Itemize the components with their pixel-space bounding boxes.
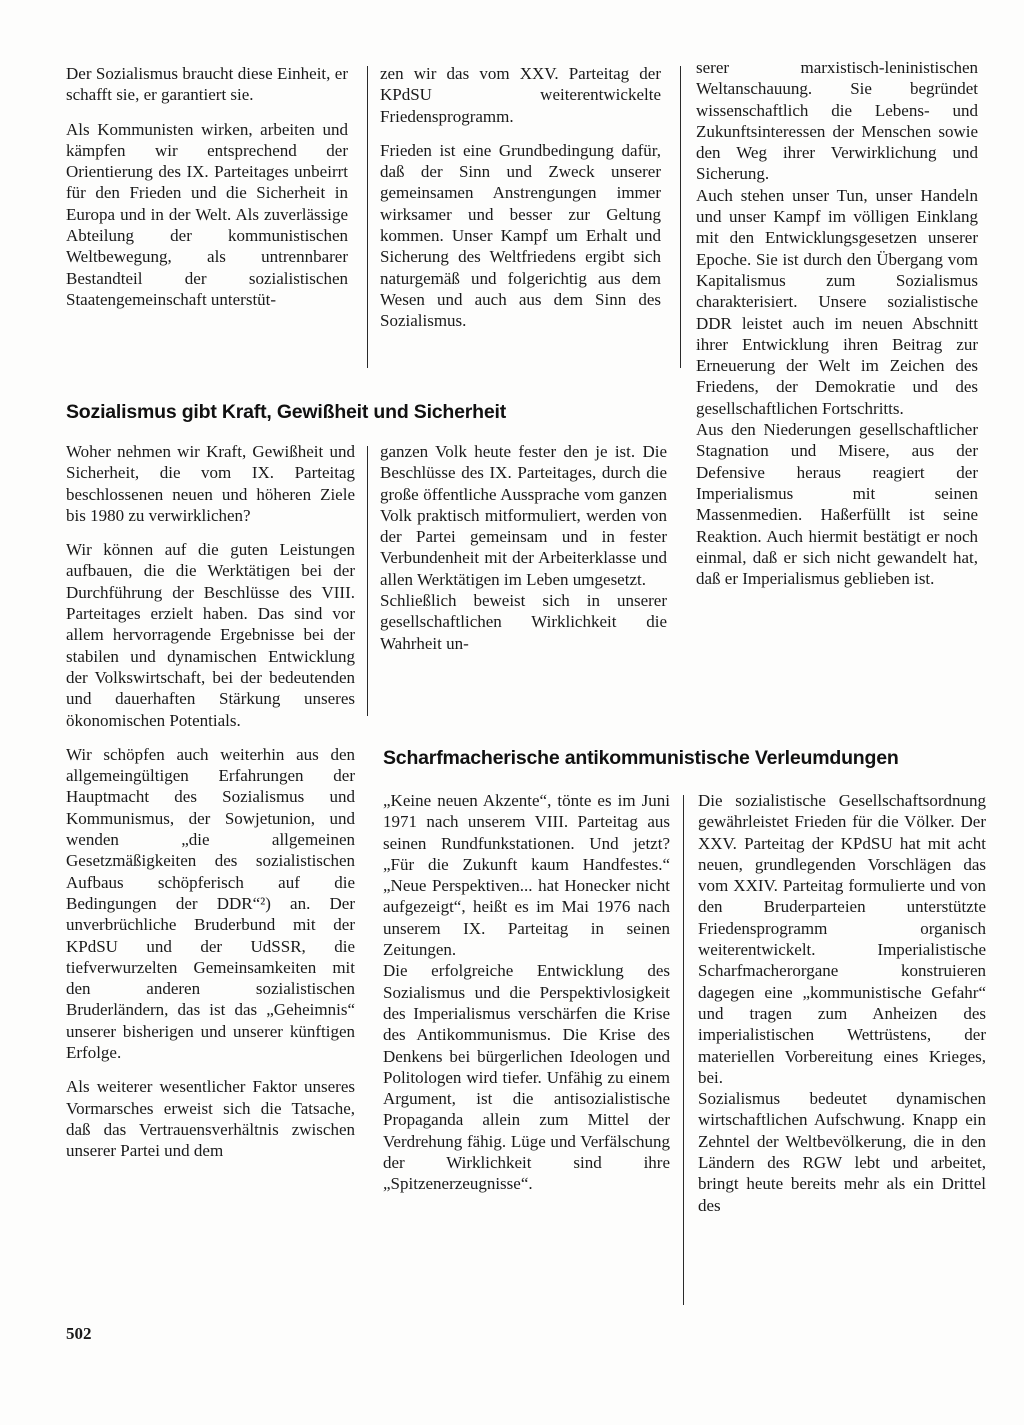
page-number: 502 — [66, 1324, 92, 1343]
column-divider — [683, 795, 684, 1305]
paragraph: Wir schöpfen auch weiterhin aus den allgemeingültigen Erfahrungen der Hauptmacht des Sozialismus und Kommunismus, der Sowjetunion, und wenden „die allgemeinen Gesetzmäßigkeiten des sozialistischen Aufbaus schöpferisch auf die Bedingungen der DDR“²) an. Der unverbrüchliche Bruderbund mit der KPdSU und der UdSSR, die tiefverwurzelten Gemeinsamkeiten mit den anderen sozialistischen Bruderländern, das ist das „Geheimnis“ unserer bisherigen und unserer künftigen Erfolge. — [66, 744, 355, 1063]
s2-col1-text — [66, 441, 355, 1162]
paragraph: Sozialismus bedeutet dynamischen wirtschaftlichen Aufschwung. Knapp ein Zehntel der Weltbevölkerung, die in den Ländern des RGW lebt und arbeitet, bringt heute bereits mehr als ein Drittel des — [698, 1089, 986, 1215]
paragraph: Der Sozialismus braucht diese Einheit, er schafft sie, er garantiert sie. — [66, 64, 348, 105]
paragraph: Die sozialistische Gesellschaftsordnung gewährleistet Frieden für die Völker. Der XXV. Parteitag der KPdSU hat mit acht neuen, grundlegenden Vorschlägen das vom XXIV. Parteitag formulierte und von den Bruderparteien unterstützte Friedensprogramm organisch weiterentwickelt. Imperialistische Scharfmacherorgane konstruieren dagegen eine „kommunistische Gefahr“ und tragen zum Anheizen des imperialistischen Wettrüstens, der materiellen Vorbereitung eines Krieges, bei. — [698, 791, 986, 1087]
column-divider — [680, 66, 681, 368]
paragraph: Als weiterer wesentlicher Faktor unseres Vormarsches erweist sich die Tatsache, daß das Vertrauensverhältnis zwischen unserer Partei und dem — [66, 1077, 355, 1161]
section-heading: Scharfmacherische antikommunistische Verleumdungen — [383, 747, 899, 769]
s1-col2-text — [380, 63, 661, 332]
s1-col1-text — [66, 63, 348, 310]
paragraph: Woher nehmen wir Kraft, Gewißheit und Sicherheit, die vom IX. Parteitag beschlossenen neuen und höheren Ziele bis 1980 zu verwirklichen? — [66, 442, 355, 525]
paragraph: Als Kommunisten wirken, arbeiten und kämpfen wir entsprechend der Orientierung des IX. Parteitages unbeirrt für den Frieden und die Sicherheit in Europa und in der Welt. Als zuverlässige Abteilung der kommunistischen Weltbewegung, als untrennbarer Bestandteil der sozialistischen Staatengemeinschaft unterstüt- — [66, 119, 348, 309]
s3-col2-text — [383, 790, 670, 1195]
s3-col3-text — [698, 790, 986, 1216]
paragraph: Aus den Niederungen gesellschaftlicher Stagnation und Misere, aus der Defensive heraus reagiert der Imperialismus mit seinen Massenmedien. Haßerfüllt ist seine Reaktion. Auch hiermit bestätigt er noch einmal, daß er sich nicht gewandelt hat, daß er Imperialismus geblieben ist. — [696, 420, 978, 589]
column-divider — [367, 66, 368, 368]
paragraph: „Keine neuen Akzente“, tönte es im Juni 1971 nach unserem VIII. Parteitag aus seinen Rundfunkstationen. Und jetzt? „Für die Zukunft kaum Handfestes.“ „Neue Perspektiven... hat Honecker nicht aufgezeigt“, heißt es im Mai 1976 nach unserem IX. Parteitag in seinen Zeitungen. — [383, 791, 670, 960]
col3-top-text — [696, 57, 978, 589]
s2-col2-text — [380, 441, 667, 654]
paragraph: Die erfolgreiche Entwicklung des Sozialismus und die Perspektivlosigkeit des Imperialismus verschärfen die Krise des Antikommunismus. Die Krise des Denkens bei bürgerlichen Ideologen und Politologen wird tiefer. Unfähig zu einem Argument, ist die antisozialistische Propaganda allein zum Mittel der Verdrehung fähig. Lüge und Verfälschung der Wirklichkeit sind ihre „Spitzenerzeugnisse“. — [383, 961, 670, 1194]
paragraph: Wir können auf die guten Leistungen aufbauen, die die Werktätigen bei der Durchführung der Beschlüsse des VIII. Parteitages erzielt haben. Das sind vor allem hervorragende Ergebnisse bei der stabilen und dynamischen Entwicklung der Volkswirtschaft, bei der bedeutenden und dauerhaften Stärkung unseres ökonomischen Potentials. — [66, 540, 355, 730]
paragraph: ganzen Volk heute fester den je ist. Die Beschlüsse des IX. Parteitages, durch die große öffentliche Aussprache vom ganzen Volk praktisch mitformuliert, werden von der Partei gemeinsam und in fester Verbundenheit mit der Arbeiterklasse und allen Werktätigen im Leben umgesetzt. — [380, 442, 667, 589]
paragraph: Frieden ist eine Grundbedingung dafür, daß der Sinn und Zweck unserer gemeinsamen Anstrengungen immer wirksamer und besser zur Geltung kommen. Unser Kampf um Erhalt und Sicherung des Weltfriedens ergibt sich naturgemäß und folgerichtig aus dem Wesen und auch aus dem Sinn des Sozialismus. — [380, 140, 661, 331]
paragraph: Auch stehen unser Tun, unser Handeln und unser Kampf im völligen Einklang mit den Entwicklungsgesetzen unserer Epoche. Sie ist durch den Übergang vom Kapitalismus zum Sozialismus charakterisiert. Unsere sozialistische DDR leistet auch im neuen Abschnitt ihrer Entwicklung ihren Beitrag zur Erneuerung der Welt im Zeichen des Friedens, der Demokratie und des gesellschaftlichen Fortschritts. — [696, 185, 978, 418]
column-divider — [367, 446, 368, 716]
paragraph: serer marxistisch-leninistischen Weltanschauung. Sie begründet wissenschaftlich die Lebens- und Zukunftsinteressen der Menschen sowie den Weg ihrer Verwirklichung und Sicherung. — [696, 58, 978, 184]
paragraph: zen wir das vom XXV. Parteitag der KPdSU weiterentwickelte Friedensprogramm. — [380, 64, 661, 126]
section-heading: Sozialismus gibt Kraft, Gewißheit und Sicherheit — [66, 401, 507, 423]
paragraph: Schließlich beweist sich in unserer gesellschaftlichen Wirklichkeit die Wahrheit un- — [380, 591, 667, 653]
